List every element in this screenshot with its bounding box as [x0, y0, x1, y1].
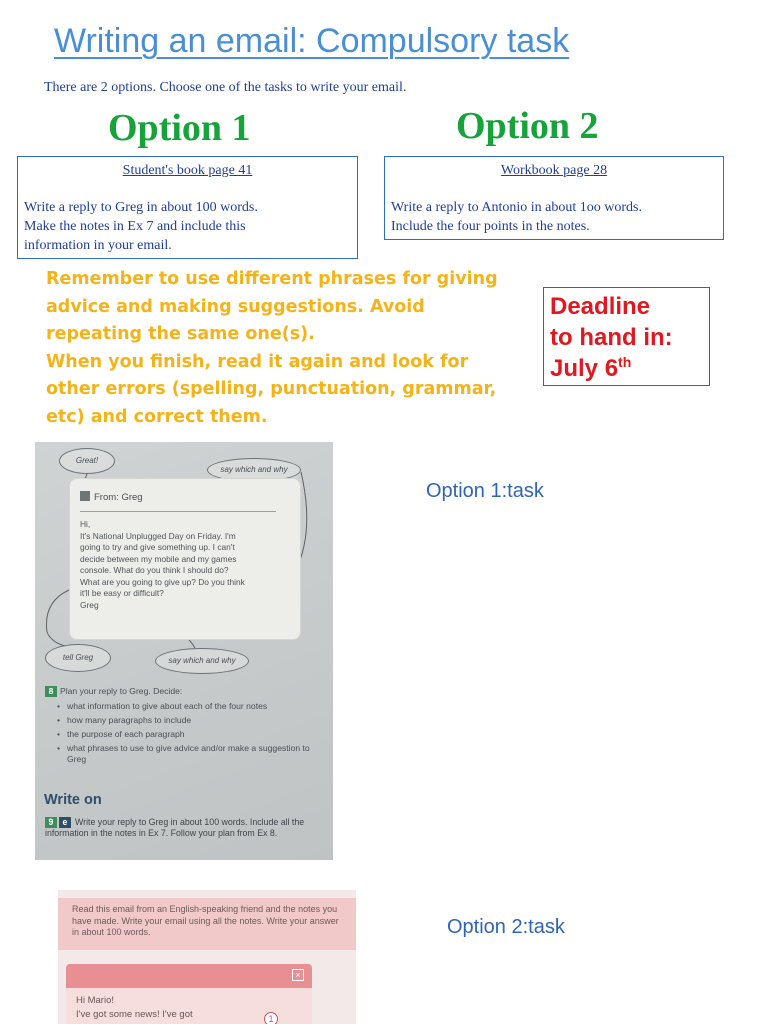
divider	[80, 511, 276, 512]
reminder-line: Remember to use different phrases for giving	[46, 269, 498, 289]
exercise-number: 8	[45, 686, 57, 697]
note-bubble: say which and why	[155, 648, 249, 674]
option1-heading: Option 1	[108, 107, 251, 149]
option1-task-photo	[35, 442, 333, 860]
final-task	[45, 817, 315, 839]
note-bubble: say which and why	[207, 458, 301, 482]
email-line: console. What do you think I should do?	[80, 565, 229, 575]
note-bubble: tell Greg	[45, 644, 111, 672]
email-toolbar	[66, 964, 312, 988]
close-icon: ×	[292, 969, 304, 981]
option1-line: Write a reply to Greg in about 100 words.	[24, 200, 258, 215]
option1-task-label: Option 1:task	[426, 480, 544, 502]
option2-task-label: Option 2:task	[447, 916, 565, 938]
final-task-text: Write your reply to Greg in about 100 words. Include all the information in the notes in Ex 7. Follow your plan from Ex 8.	[45, 817, 305, 838]
e-icon: e	[59, 817, 71, 828]
email-line: decide between my mobile and my games	[80, 553, 237, 564]
note-bubble: Great!	[59, 448, 115, 474]
intro-text: There are 2 options. Choose one of the tasks to write your email.	[44, 80, 407, 95]
email-from-text: From: Greg	[94, 492, 143, 503]
plan-item: • the purpose of each paragraph	[67, 729, 315, 740]
user-icon	[80, 491, 90, 501]
option2-box	[384, 156, 724, 240]
reminder-line: advice and making suggestions. Avoid	[46, 296, 425, 317]
deadline-date	[550, 353, 703, 384]
write-on-heading: Write on	[44, 792, 102, 808]
email-line: Hi,	[80, 519, 91, 529]
option2-link[interactable]: Workbook page 28	[500, 163, 608, 178]
option1-line: information in your email.	[24, 238, 172, 253]
deadline-line: to hand in:	[550, 324, 673, 351]
email-greeting: Hi Mario!	[76, 995, 115, 1006]
plan-title	[45, 686, 315, 697]
plan-section	[45, 686, 315, 768]
reminder-line: repeating the same one(s).	[46, 324, 315, 344]
email-line: What are you going to give up? Do you think	[80, 576, 245, 587]
plan-item: • how many paragraphs to include	[67, 715, 315, 726]
deadline-date-suffix: th	[618, 354, 632, 370]
reminder-line: other errors (spelling, punctuation, grammar,	[46, 379, 497, 399]
option1-link[interactable]: Student's book page 41	[122, 163, 253, 178]
option2-task-photo	[58, 890, 356, 1024]
note-number: 1	[264, 1012, 278, 1024]
email-body	[80, 519, 270, 611]
page-title: Writing an email: Compulsory task	[54, 22, 570, 60]
email-line: it'll be easy or difficult?	[80, 588, 164, 598]
reminder-line: When you finish, read it again and look for	[46, 351, 469, 372]
deadline-line: Deadline	[550, 293, 651, 320]
exercise-number: 9	[45, 817, 57, 828]
task-instructions: Read this email from an English-speaking friend and the notes you have made. Write your email using all the notes. Write your answer in about 100 words.	[58, 898, 356, 950]
option2-heading: Option 2	[456, 105, 599, 147]
plan-item: • what phrases to use to give advice and/or make a suggestion to Greg	[67, 743, 315, 765]
option2-line: Include the four points in the notes.	[391, 219, 590, 234]
option1-line: Make the notes in Ex 7 and include this	[24, 219, 246, 234]
plan-list	[67, 701, 315, 765]
option1-box	[17, 156, 358, 259]
email-line: I've got some news! I've got	[76, 1009, 193, 1020]
reminder-text	[46, 266, 538, 431]
plan-title-text: Plan your reply to Greg. Decide:	[60, 686, 183, 696]
email-from	[80, 491, 143, 503]
plan-item: • what information to give about each of the four notes	[67, 701, 315, 712]
email-line: It's National Unplugged Day on Friday. I'm	[80, 530, 236, 541]
deadline-date-text: July 6	[550, 355, 619, 382]
reminder-line: etc) and correct them.	[46, 406, 268, 427]
email-line: Greg	[80, 599, 99, 610]
deadline-box	[543, 287, 710, 386]
email-card	[69, 478, 301, 640]
option2-line: Write a reply to Antonio in about 1oo words.	[391, 200, 643, 215]
email-line: going to try and give something up. I can't	[80, 542, 235, 552]
